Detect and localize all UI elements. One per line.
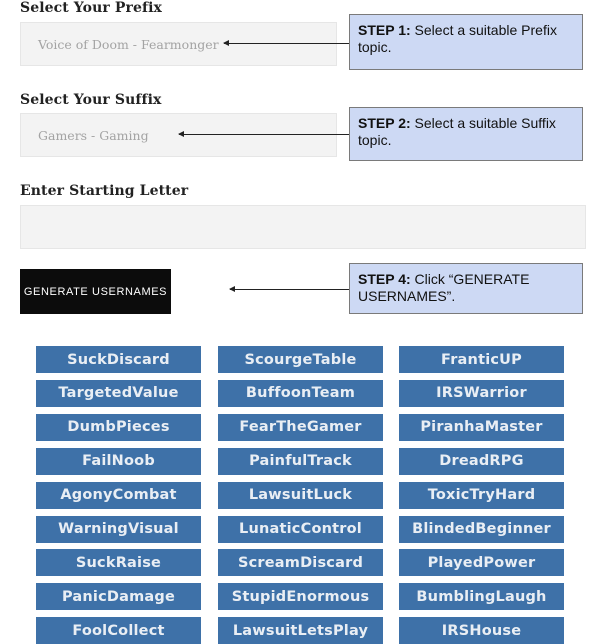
starting-letter-input[interactable] [20,205,586,249]
step2-callout [349,107,583,161]
username-result-button[interactable]: BumblingLaugh [399,583,564,610]
prefix-label: Select Your Prefix [20,0,162,16]
username-result-button[interactable]: DreadRPG [399,448,564,475]
step1-text: Select a suitable Prefix topic. [358,22,557,55]
username-result-button[interactable]: ScourgeTable [218,346,383,373]
username-result-button[interactable]: PanicDamage [36,583,201,610]
step4-arrow-icon [230,289,349,290]
username-result-button[interactable]: LunaticControl [218,516,383,543]
username-result-button[interactable]: PlayedPower [399,549,564,576]
step4-text: Click “GENERATE USERNAMES”. [358,271,530,304]
username-result-button[interactable]: FoolCollect [36,617,201,644]
username-results-grid [36,346,564,639]
step1-arrow-icon [224,43,349,44]
username-result-button[interactable]: TargetedValue [36,380,201,407]
username-result-button[interactable]: WarningVisual [36,516,201,543]
username-result-button[interactable]: IRSWarrior [399,380,564,407]
prefix-select-value: Voice of Doom - Fearmonger [38,36,219,52]
username-result-button[interactable]: BuffoonTeam [218,380,383,407]
username-result-button[interactable]: DumbPieces [36,414,201,441]
step2-arrow-icon [179,134,349,135]
username-result-button[interactable]: FailNoob [36,448,201,475]
generate-usernames-button[interactable]: GENERATE USERNAMES [20,269,171,314]
username-result-button[interactable]: LawsuitLuck [218,482,383,509]
username-result-button[interactable]: FearTheGamer [218,414,383,441]
username-result-button[interactable]: ToxicTryHard [399,482,564,509]
username-result-button[interactable]: FranticUP [399,346,564,373]
username-result-button[interactable]: PainfulTrack [218,448,383,475]
letter-label: Enter Starting Letter [20,183,189,199]
suffix-select-value: Gamers - Gaming [38,127,149,143]
step2-title: STEP 2: [358,115,411,131]
username-result-button[interactable]: SuckRaise [36,549,201,576]
step4-callout [349,263,583,314]
step1-title: STEP 1: [358,22,411,38]
username-result-button[interactable]: SuckDiscard [36,346,201,373]
prefix-select[interactable] [20,22,337,66]
suffix-label: Select Your Suffix [20,92,162,108]
username-result-button[interactable]: StupidEnormous [218,583,383,610]
step1-callout [349,14,583,70]
username-result-button[interactable]: AgonyCombat [36,482,201,509]
username-result-button[interactable]: BlindedBeginner [399,516,564,543]
step4-title: STEP 4: [358,271,411,287]
step2-text: Select a suitable Suffix topic. [358,115,556,148]
username-result-button[interactable]: IRSHouse [399,617,564,644]
username-result-button[interactable]: PiranhaMaster [399,414,564,441]
username-result-button[interactable]: ScreamDiscard [218,549,383,576]
username-result-button[interactable]: LawsuitLetsPlay [218,617,383,644]
